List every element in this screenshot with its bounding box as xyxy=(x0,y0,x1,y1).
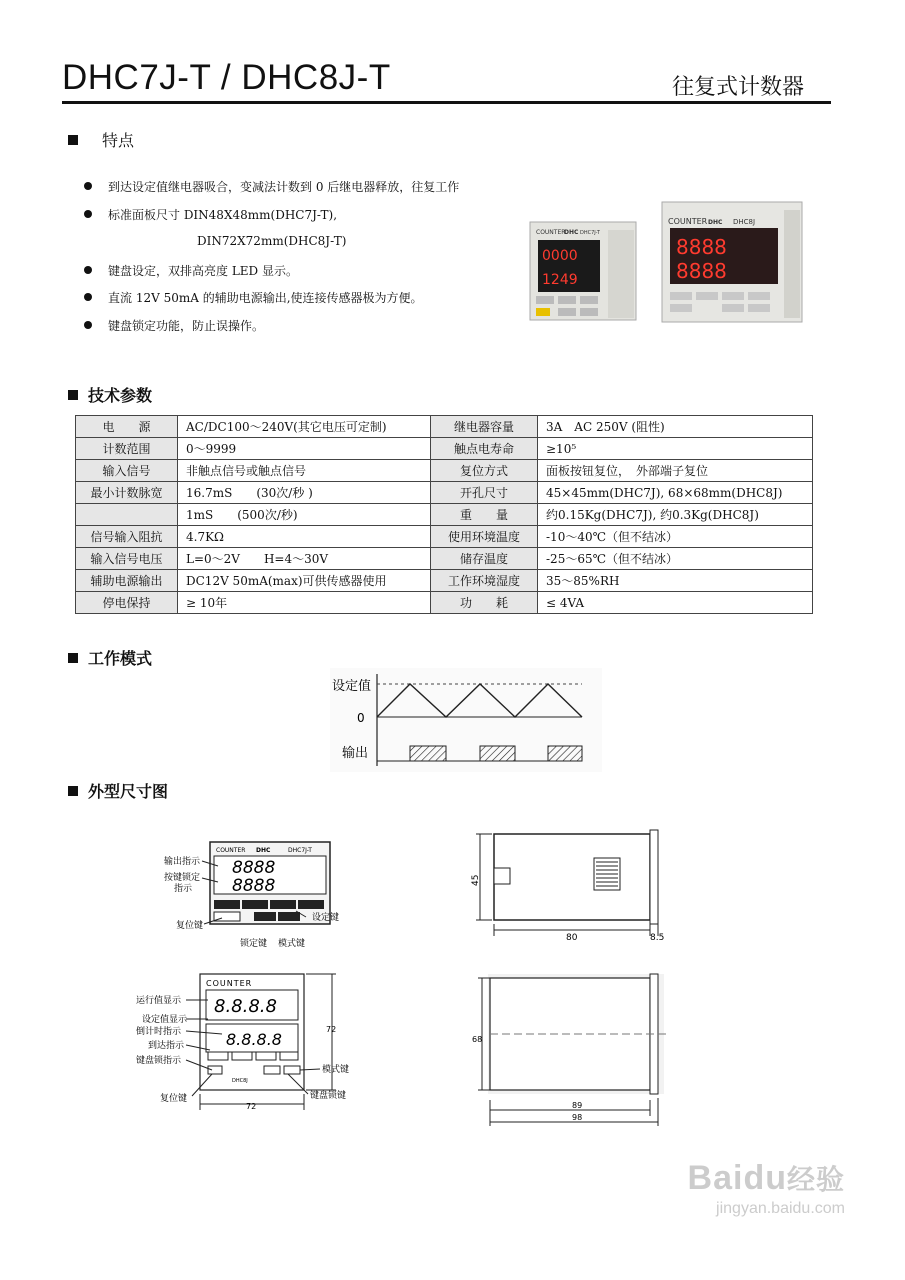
list-item: 键盘锁定功能，防止误操作。 xyxy=(84,317,264,334)
square-bullet-icon xyxy=(68,653,78,663)
svg-text:80: 80 xyxy=(566,933,578,943)
setpoint-label: 设定值 xyxy=(332,679,372,694)
svg-text:72: 72 xyxy=(246,1102,257,1111)
bullet-icon xyxy=(84,210,92,218)
svg-text:设定键: 设定键 xyxy=(312,913,340,923)
product-dhc8j-photo xyxy=(662,202,802,322)
spec-table xyxy=(75,415,813,614)
svg-text:8888: 8888 xyxy=(676,235,727,259)
svg-text:锁定键: 锁定键 xyxy=(240,939,268,949)
svg-text:DHC: DHC xyxy=(256,847,271,854)
svg-text:0000: 0000 xyxy=(542,248,578,264)
table-row: 计数范围 0～9999 触点电寿命 ≥10⁵ xyxy=(76,438,813,460)
baidu-logo-text: Baidu xyxy=(687,1159,787,1197)
svg-text:输出指示: 输出指示 xyxy=(164,857,201,867)
svg-text:DHC8J: DHC8J xyxy=(733,218,756,226)
table-row: 1mS (500次/秒) 重 量 约0.15Kg(DHC7J), 约0.3Kg(DHC8J) xyxy=(76,504,813,526)
svg-text:指示: 指示 xyxy=(174,884,193,894)
dhc7j-front-diagram xyxy=(160,838,350,952)
dhc8j-side-diagram xyxy=(470,970,690,1130)
svg-text:复位键: 复位键 xyxy=(176,921,204,931)
svg-text:89: 89 xyxy=(572,1101,583,1110)
svg-text:8.8.8.8: 8.8.8.8 xyxy=(214,996,277,1017)
specs-heading: 技术参数 xyxy=(68,383,152,406)
output-pulse xyxy=(480,746,515,761)
bullet-icon xyxy=(84,293,92,301)
svg-text:运行值显示: 运行值显示 xyxy=(136,996,182,1006)
svg-text:倒计时指示: 倒计时指示 xyxy=(136,1027,182,1037)
svg-text:8888: 8888 xyxy=(232,876,276,896)
svg-text:98: 98 xyxy=(572,1113,583,1122)
svg-text:键盘锁键: 键盘锁键 xyxy=(310,1091,347,1101)
mode-heading: 工作模式 xyxy=(68,646,152,669)
table-row: 输入信号 非触点信号或触点信号 复位方式 面板按钮复位， 外部端子复位 xyxy=(76,460,813,482)
svg-text:到达指示: 到达指示 xyxy=(148,1041,185,1051)
output-pulse xyxy=(548,746,582,761)
svg-text:8.5: 8.5 xyxy=(650,933,665,943)
svg-text:复位键: 复位键 xyxy=(160,1094,188,1104)
baidu-watermark: Baidu经验 jingyan.baidu.com xyxy=(687,1159,845,1217)
features-heading: 特点 xyxy=(68,128,134,151)
dhc7j-side-diagram xyxy=(470,828,700,946)
svg-text:COUNTER: COUNTER xyxy=(668,217,708,226)
product-dhc7j-photo xyxy=(530,222,636,320)
svg-text:COUNTER: COUNTER xyxy=(536,229,566,236)
svg-text:模式键: 模式键 xyxy=(322,1065,350,1075)
svg-text:模式键: 模式键 xyxy=(278,939,306,949)
square-bullet-icon xyxy=(68,390,78,400)
svg-text:8.8.8.8: 8.8.8.8 xyxy=(226,1030,282,1049)
svg-text:72: 72 xyxy=(326,1025,337,1034)
square-bullet-icon xyxy=(68,786,78,796)
output-pulse xyxy=(410,746,446,761)
svg-text:45: 45 xyxy=(471,874,481,886)
svg-text:68: 68 xyxy=(472,1035,483,1044)
bullet-icon xyxy=(84,182,92,190)
table-row: 最小计数脉宽 16.7mS (30次/秒 ) 开孔尺寸 45×45mm(DHC7J), 68×68mm(DHC8J) xyxy=(76,482,813,504)
list-item: 键盘设定，双排高亮度 LED 显示。 xyxy=(84,262,298,279)
list-item-continuation: DIN72X72mm(DHC8J-T) xyxy=(197,234,347,248)
svg-text:按键锁定: 按键锁定 xyxy=(164,873,201,883)
table-row: 辅助电源输出 DC12V 50mA(max)可供传感器使用 工作环境湿度 35～85%RH xyxy=(76,570,813,592)
table-row: 输入信号电压 L=0～2V H=4～30V 储存温度 -25～65℃（但不结冰） xyxy=(76,548,813,570)
page-subtitle: 往复式计数器 xyxy=(672,75,805,100)
dhc8j-front-diagram xyxy=(136,970,366,1112)
bullet-icon xyxy=(84,266,92,274)
svg-text:COUNTER: COUNTER xyxy=(206,979,253,988)
svg-text:DHC: DHC xyxy=(708,219,723,226)
mode-diagram xyxy=(330,668,602,772)
square-bullet-icon xyxy=(68,135,78,145)
list-item: 到达设定值继电器吸合，变减法计数到 0 后继电器释放，往复工作 xyxy=(84,178,459,195)
svg-text:DHC: DHC xyxy=(564,229,579,236)
svg-text:DHC7J-T: DHC7J-T xyxy=(288,847,312,854)
output-label: 输出 xyxy=(342,746,369,761)
dimensions-heading: 外型尺寸图 xyxy=(68,779,168,802)
svg-text:COUNTER: COUNTER xyxy=(216,847,246,854)
svg-text:DHC8J: DHC8J xyxy=(232,1078,248,1084)
svg-text:设定值显示: 设定值显示 xyxy=(142,1015,188,1025)
svg-text:1249: 1249 xyxy=(542,272,578,288)
list-item: 标准面板尺寸 DIN48X48mm(DHC7J-T), xyxy=(84,206,337,223)
bullet-icon xyxy=(84,321,92,329)
svg-text:键盘锁指示: 键盘锁指示 xyxy=(136,1056,182,1066)
svg-text:8888: 8888 xyxy=(676,259,727,283)
table-row: 停电保持 ≥ 10年 功 耗 ≤ 4VA xyxy=(76,592,813,614)
table-row: 信号输入阻抗 4.7KΩ 使用环境温度 -10～40℃（但不结冰） xyxy=(76,526,813,548)
table-row: 电 源 AC/DC100～240V(其它电压可定制) 继电器容量 3A AC 250V (阻性) xyxy=(76,416,813,438)
watermark-url: jingyan.baidu.com xyxy=(716,1200,845,1217)
page-title: DHC7J-T / DHC8J-T xyxy=(62,58,391,97)
title-rule xyxy=(62,101,831,104)
product-photos xyxy=(528,200,806,325)
zero-label: 0 xyxy=(357,711,365,725)
svg-text:8888: 8888 xyxy=(232,858,276,878)
list-item: 直流 12V 50mA 的辅助电源输出,使连接传感器极为方便。 xyxy=(84,289,423,306)
svg-text:DHC7J-T: DHC7J-T xyxy=(580,230,600,236)
